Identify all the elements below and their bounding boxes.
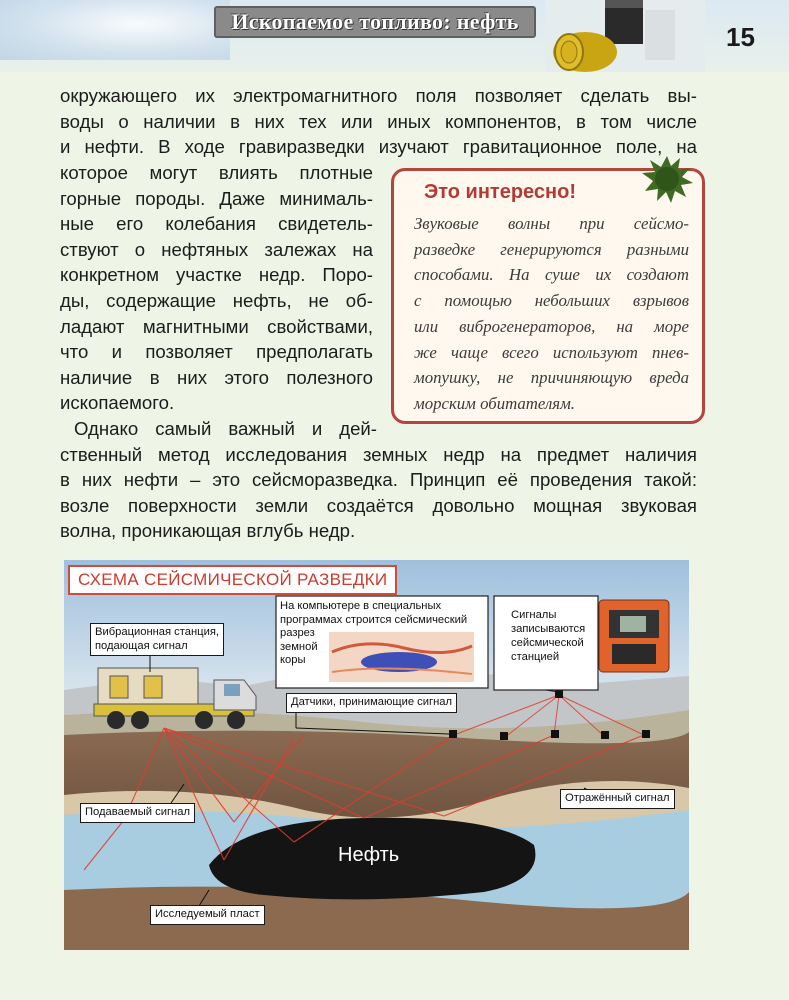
- label-sensors: Датчики, принимающие сигнал: [286, 693, 457, 713]
- scheme-title: СХЕМА СЕЙСМИЧЕСКОЙ РАЗВЕДКИ: [68, 565, 397, 595]
- text-line: ствуют о нефтяных залежах на: [60, 238, 373, 260]
- text-line: Однако самый важный и дей-: [74, 418, 377, 439]
- text-line: и нефти. В ходе гравиразведки изучают гравитационное поле, на: [60, 136, 697, 158]
- fact-line: Звуковые волны при сейсмо-: [414, 214, 689, 233]
- label-line: программах строится сейсмический: [280, 613, 468, 626]
- text-line: ственный метод исследования земных недр на предмет наличия: [60, 443, 697, 465]
- label-line: разрез: [280, 627, 315, 639]
- paragraph-1: [60, 83, 697, 160]
- text-line: воды о наличии в них тех или иных компонентов, в том числе: [60, 110, 697, 132]
- text-line: в них нефти – это сейсморазведка. Принцип её проведения такой:: [60, 469, 697, 491]
- seismic-scheme: [64, 560, 689, 950]
- paragraph-1-narrow: [60, 160, 373, 416]
- oil-barrel-illustration: [545, 0, 705, 72]
- text-line: которое могут влиять плотные: [60, 162, 373, 183]
- label-vibration-station: [90, 623, 224, 656]
- label-sent-signal: Подаваемый сигнал: [80, 803, 195, 823]
- label-line: Сигналы: [511, 609, 557, 621]
- label-line: подающая сигнал: [95, 639, 188, 652]
- label-line: записываются: [511, 623, 586, 635]
- seismic-station: [599, 600, 669, 672]
- label-studied-layer: Исследуемый пласт: [150, 905, 265, 925]
- label-oil: Нефть: [338, 844, 400, 866]
- label-computer: [280, 600, 467, 668]
- text-line: окружающего их электромагнитного поля позволяет сделать вы-: [60, 85, 697, 106]
- text-line: что и позволяет предполагать: [60, 341, 373, 363]
- text-line: ные его колебания свидетель-: [60, 213, 373, 235]
- sky-decoration: [0, 0, 230, 60]
- text-line: наличие в них этого полезного: [60, 366, 373, 388]
- label-signals-recorded: [511, 608, 585, 664]
- text-line: ладают магнитными свойствами,: [60, 315, 373, 337]
- oil-splat-icon: [638, 150, 696, 208]
- fact-box-title: Это интересно!: [424, 181, 576, 203]
- fact-line: мопушку, не причиняющую вреда: [414, 368, 689, 388]
- label-line: На компьютере в специальных: [280, 600, 442, 612]
- fact-line: способами. На суше их создают: [414, 265, 689, 285]
- text-line: ды, содержащие нефть, не об-: [60, 289, 373, 311]
- header-band: [0, 0, 789, 72]
- fact-box-body: [414, 211, 689, 417]
- text-line: ископаемого.: [60, 392, 175, 414]
- text-line: конкретном участке недр. Поро-: [60, 264, 373, 286]
- label-line: сейсмической: [511, 637, 584, 649]
- text-line: горные породы. Даже минималь-: [60, 187, 373, 209]
- fact-line: же чаще всего используют пнев-: [414, 342, 689, 362]
- chapter-title: Ископаемое топливо: нефть: [231, 9, 519, 34]
- label-line: земной: [280, 640, 318, 653]
- chapter-title-bar: [214, 6, 536, 38]
- paragraph-2: [60, 416, 697, 544]
- label-reflected-signal: Отражённый сигнал: [560, 789, 675, 809]
- fact-line: морским обитателям.: [414, 393, 575, 413]
- label-line: Вибрационная станция,: [95, 626, 220, 638]
- fact-line: с помощью небольших взрывов: [414, 291, 689, 311]
- label-line: коры: [280, 654, 306, 666]
- label-line: станцией: [511, 651, 560, 663]
- fact-line: разведке генерируются разными: [414, 239, 689, 259]
- fact-line: или виброгенераторов, на море: [414, 316, 689, 336]
- text-line: волна, проникающая вглубь недр.: [60, 520, 356, 542]
- text-line: возле поверхности земли создаётся довольно мощная звуковая: [60, 494, 697, 516]
- page-number: 15: [726, 22, 755, 52]
